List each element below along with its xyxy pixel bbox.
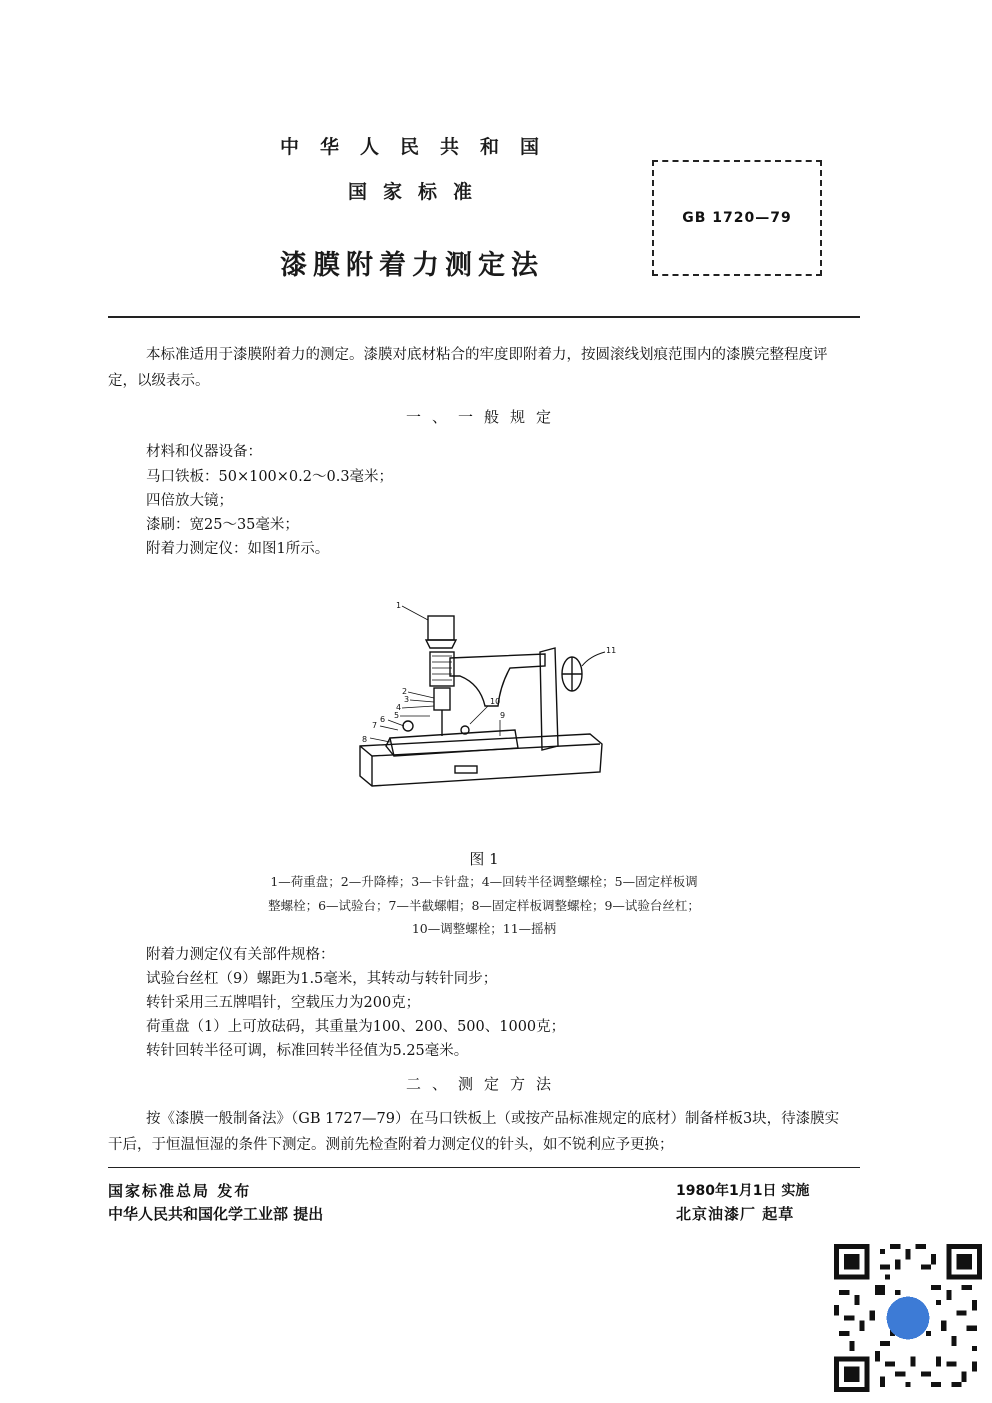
figure-label: 图 1: [469, 850, 499, 868]
national-standard-label: 国家标准: [347, 181, 488, 203]
materials-line: 四倍放大镜；: [146, 493, 233, 509]
intro-paragraph: 本标准适用于漆膜附着力的测定。漆膜对底材粘合的牢度即附着力，按圆滚线划痕范围内的漆膜完整程度评定，以级表示。: [108, 347, 828, 389]
figure-base: [360, 734, 602, 786]
footer-divider: [108, 1167, 860, 1168]
figure-caption-line: 整螺栓；6—试验台；7—半截螺帽；8—固定样板调整螺栓；9—试验台丝杠；: [268, 898, 700, 913]
method-paragraph: 按《漆膜一般制备法》（GB 1727—79）在马口铁板上（或按产品标准规定的底材）制备样板3块，待漆膜实干后，于恒温恒湿的条件下测定。测前先检查附着力测定仪的针头，如不锐利应予更换；: [108, 1111, 840, 1153]
materials-line: 附着力测定仪：如图1所示。: [146, 541, 330, 557]
materials-line: 漆刷：宽25～35毫米；: [146, 517, 299, 533]
publisher-line: 国家标准总局 发布: [108, 1182, 252, 1200]
part-number: 6: [380, 715, 386, 724]
spec-line: 转针回转半径可调，标准回转半径值为5.25毫米。: [146, 1043, 469, 1059]
proposer-line: 中华人民共和国化学工业部 提出: [108, 1205, 324, 1223]
country-name: 中华人民共和国: [279, 136, 560, 158]
figure-caption-line: 1—荷重盘；2—升降棒；3—卡针盘；4—回转半径调整螺栓；5—固定样板调: [270, 874, 698, 889]
standard-code: GB 1720—79: [682, 210, 792, 226]
section-2-heading: 二、测定方法: [405, 1075, 562, 1093]
qr-code: [834, 1244, 982, 1392]
figure-column: [540, 648, 558, 750]
spec-line: 转针采用三五牌唱针，空载压力为200克；: [146, 995, 421, 1011]
part-number: 7: [372, 721, 378, 730]
materials-line: 材料和仪器设备：: [146, 444, 262, 460]
adhesion-tester-figure: [350, 596, 630, 806]
spec-line: 荷重盘（1）上可放砝码，其重量为100、200、500、1000克；: [146, 1019, 566, 1035]
document-title: 漆膜附着力测定法: [280, 250, 544, 281]
drafter-line: 北京油漆厂 起草: [676, 1205, 795, 1223]
header-divider: [108, 316, 860, 318]
section-1-heading: 一、一般规定: [405, 408, 562, 426]
part-number: 4: [396, 703, 402, 712]
part-number: 10: [490, 697, 501, 706]
part-number: 11: [606, 646, 617, 655]
materials-line: 马口铁板：50×100×0.2～0.3毫米；: [146, 469, 394, 485]
part-number: 9: [500, 711, 506, 720]
part-number: 3: [404, 695, 410, 704]
figure-weight-disk: [428, 616, 454, 640]
figure-caption-line: 10—调整螺栓；11—摇柄: [411, 921, 557, 936]
spec-line: 试验台丝杠（9）螺距为1.5毫米，其转动与转针同步；: [146, 971, 498, 987]
part-number: 2: [402, 687, 408, 696]
spec-line: 附着力测定仪有关部件规格：: [146, 947, 335, 963]
part-number: 1: [396, 601, 402, 610]
part-number: 8: [362, 735, 368, 744]
standard-code-box: [652, 160, 822, 276]
effective-date-line: 1980年1月1日 实施: [676, 1183, 810, 1199]
part-number: 5: [394, 711, 400, 720]
